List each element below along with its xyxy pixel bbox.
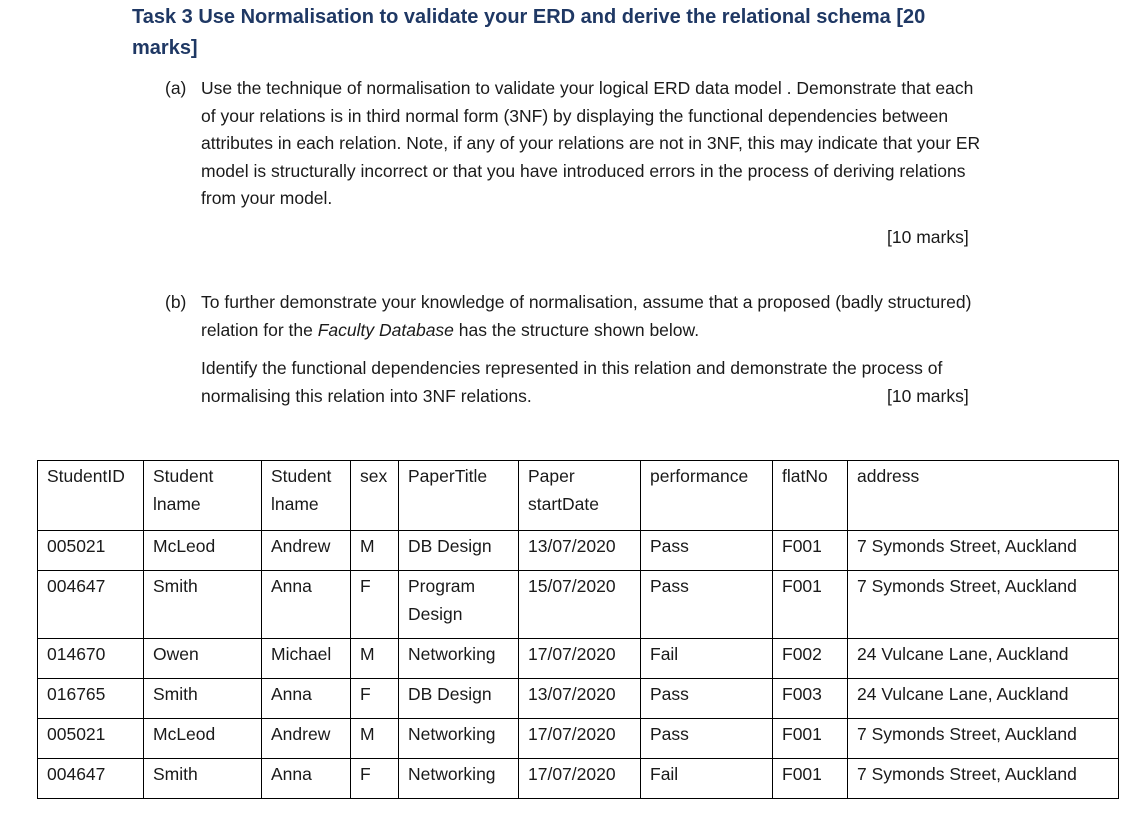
- table-cell: Smith: [144, 679, 262, 719]
- table-row: [38, 759, 1119, 799]
- table-cell: Fail: [641, 639, 773, 679]
- table-cell: Networking: [399, 719, 519, 759]
- table-cell: 7 Symonds Street, Auckland: [848, 719, 1119, 759]
- table-cell: F001: [773, 571, 848, 639]
- table-cell: Smith: [144, 571, 262, 639]
- table-cell: 13/07/2020: [519, 531, 641, 571]
- table-cell: McLeod: [144, 719, 262, 759]
- table-cell: F003: [773, 679, 848, 719]
- column-header: PaperTitle: [399, 461, 519, 531]
- table-cell: Pass: [641, 679, 773, 719]
- table-cell: Anna: [262, 571, 351, 639]
- table-cell: 005021: [38, 719, 144, 759]
- part-b-text-before: To further demonstrate your knowledge of normalisation, assume that a proposed (badly structured) relation for the: [201, 292, 972, 340]
- part-a-label: (a): [165, 78, 187, 98]
- table-cell: Michael: [262, 639, 351, 679]
- part-b-label: (b): [165, 292, 187, 312]
- table-cell: Pass: [641, 719, 773, 759]
- table-cell: 7 Symonds Street, Auckland: [848, 759, 1119, 799]
- column-header: StudentID: [38, 461, 144, 531]
- table-cell: 016765: [38, 679, 144, 719]
- table-cell: Fail: [641, 759, 773, 799]
- table-row: [38, 571, 1119, 639]
- table-row: [38, 531, 1119, 571]
- table-cell: F002: [773, 639, 848, 679]
- table-cell: M: [351, 531, 399, 571]
- table-cell: 004647: [38, 571, 144, 639]
- table-cell: 15/07/2020: [519, 571, 641, 639]
- part-b-marks: [10 marks]: [887, 385, 969, 406]
- table-cell: Andrew: [262, 531, 351, 571]
- column-header: Student lname: [144, 461, 262, 531]
- table-cell: Anna: [262, 679, 351, 719]
- table-cell: 24 Vulcane Lane, Auckland: [848, 639, 1119, 679]
- part-b-paragraph-1: [201, 289, 981, 344]
- table-row: [38, 639, 1119, 679]
- table-cell: F: [351, 759, 399, 799]
- faculty-relation-table: [37, 460, 1119, 799]
- part-b-instruction: Identify the functional dependencies represented in this relation and demonstrate the process of normalising this relation into 3NF relations.: [201, 358, 943, 406]
- column-header: address: [848, 461, 1119, 531]
- table-cell: McLeod: [144, 531, 262, 571]
- table-cell: Pass: [641, 531, 773, 571]
- column-header: Paper startDate: [519, 461, 641, 531]
- table-cell: 17/07/2020: [519, 719, 641, 759]
- table-cell: 004647: [38, 759, 144, 799]
- table-cell: Pass: [641, 571, 773, 639]
- task-heading: Task 3 Use Normalisation to validate your ERD and derive the relational schema [20 marks]: [132, 6, 926, 59]
- column-header: performance: [641, 461, 773, 531]
- table-cell: Networking: [399, 639, 519, 679]
- table-row: [38, 719, 1119, 759]
- table-header-row: [38, 461, 1119, 531]
- table-cell: Andrew: [262, 719, 351, 759]
- table-cell: 17/07/2020: [519, 639, 641, 679]
- table-cell: F001: [773, 719, 848, 759]
- table-cell: M: [351, 639, 399, 679]
- table-cell: 7 Symonds Street, Auckland: [848, 571, 1119, 639]
- table-cell: 014670: [38, 639, 144, 679]
- faculty-database-term: Faculty Database: [317, 319, 454, 340]
- table-cell: F001: [773, 759, 848, 799]
- table-cell: Anna: [262, 759, 351, 799]
- table-cell: DB Design: [399, 531, 519, 571]
- table-cell: F001: [773, 531, 848, 571]
- part-a-text: Use the technique of normalisation to validate your logical ERD data model . Demonstrate that each of your relations is in third normal form (3NF) by displaying the functional dependencies between attributes in each relation. Note, if any of your relations are not in 3NF, this may indicate that your ER model is structurally incorrect or that you have introduced errors in the process of deriving relations from your model.: [201, 78, 981, 208]
- table-cell: Program Design: [399, 571, 519, 639]
- part-b-body: [201, 289, 981, 410]
- table-cell: DB Design: [399, 679, 519, 719]
- table-cell: 005021: [38, 531, 144, 571]
- column-header: sex: [351, 461, 399, 531]
- table-cell: Owen: [144, 639, 262, 679]
- part-b-paragraph-2: [201, 355, 981, 410]
- table-cell: F: [351, 571, 399, 639]
- table-cell: Smith: [144, 759, 262, 799]
- table-cell: 7 Symonds Street, Auckland: [848, 531, 1119, 571]
- table-cell: M: [351, 719, 399, 759]
- column-header: Student lname: [262, 461, 351, 531]
- table-cell: Networking: [399, 759, 519, 799]
- table-cell: 24 Vulcane Lane, Auckland: [848, 679, 1119, 719]
- column-header: flatNo: [773, 461, 848, 531]
- table-cell: F: [351, 679, 399, 719]
- table-row: [38, 679, 1119, 719]
- table-cell: 17/07/2020: [519, 759, 641, 799]
- part-a-marks: [10 marks]: [887, 227, 969, 247]
- table-cell: 13/07/2020: [519, 679, 641, 719]
- part-b-text-after: has the structure shown below.: [453, 319, 700, 340]
